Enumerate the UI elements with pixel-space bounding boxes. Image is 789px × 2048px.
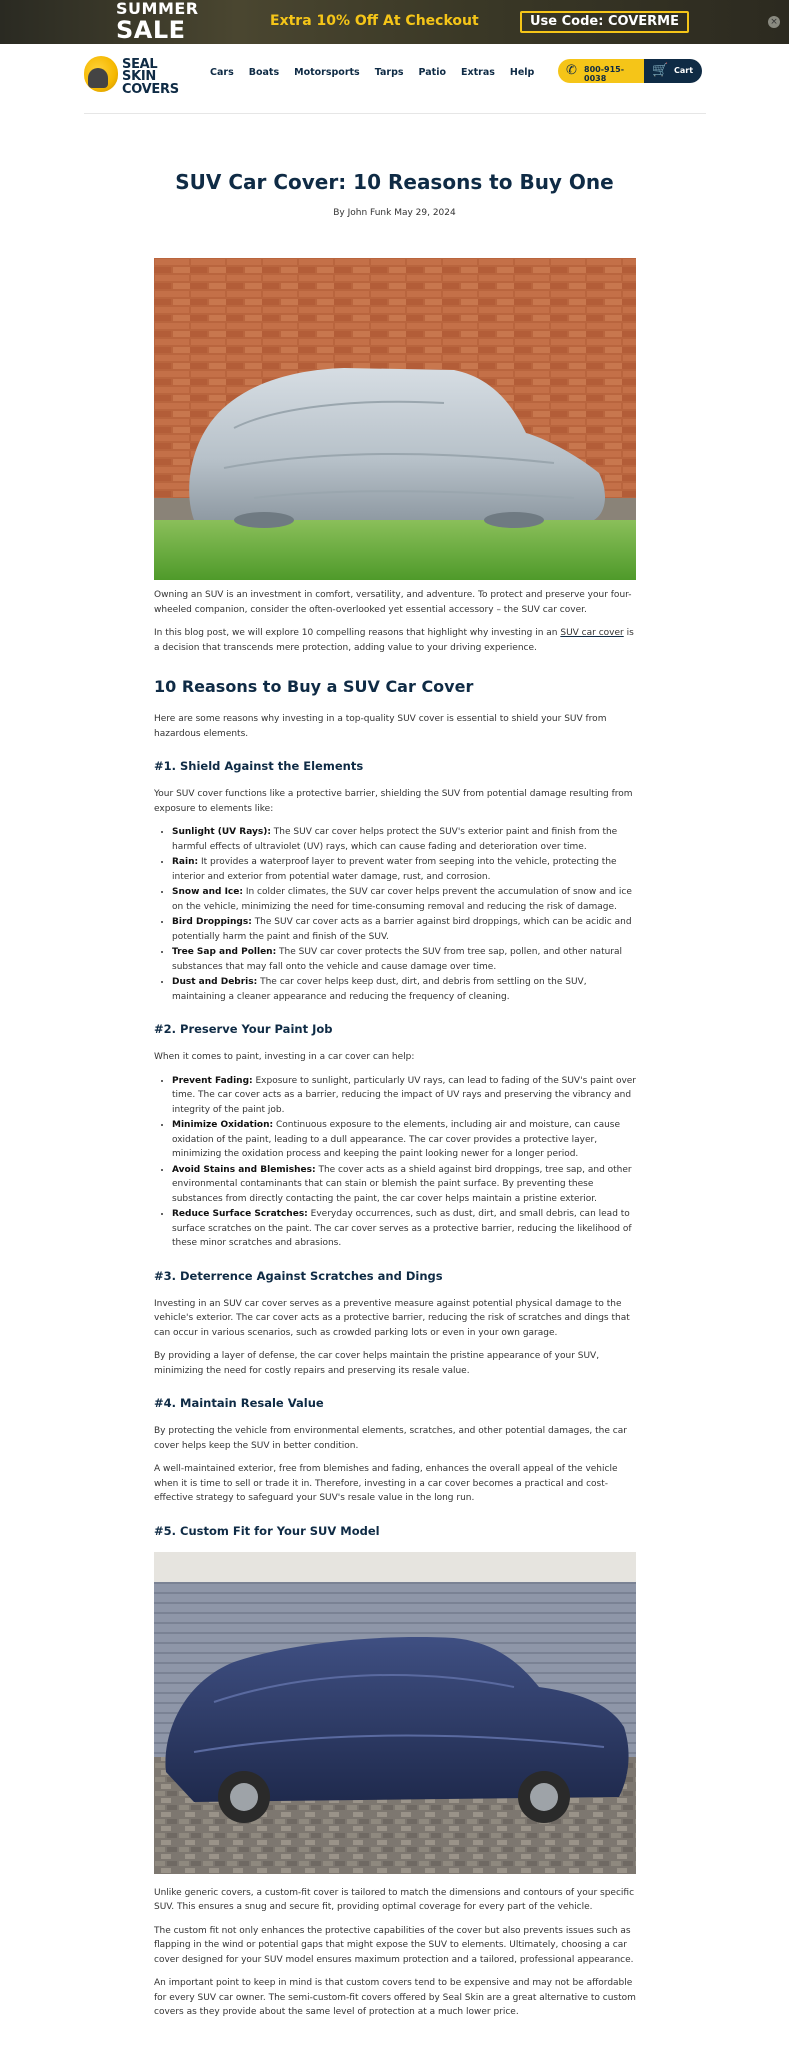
phone-number: 800-915-0038 — [584, 65, 625, 83]
promo-code-badge: Use Code: COVERME — [520, 11, 689, 33]
heading-reason-2: #2. Preserve Your Paint Job — [154, 1022, 333, 1036]
site-logo[interactable] — [84, 54, 194, 97]
nav-motorsports[interactable]: Motorsports — [294, 67, 360, 78]
hero-image-suv-cover-brick-wall — [154, 258, 636, 580]
item-text: Everyday occurrences, such as dust, dirt, and small debris, can lead to surface scratches on the paint. The car cover serves as a protective barrier, reducing the likelihood of these minor scratches and abrasions. — [172, 1209, 632, 1248]
hero-illustration — [154, 258, 636, 580]
item-text: The cover acts as a shield against bird droppings, tree sap, and other environmental contaminants that can stain or blemish the paint surface. By preventing these substances from directly contacting the paint, the car cover helps maintain a pristine exterior. — [172, 1164, 632, 1204]
item-title: Avoid Stains and Blemishes: — [172, 1164, 316, 1175]
reason-4-paragraph-1: By protecting the vehicle from environmental elements, scratches, and other potential damages, the car cover helps keep the SUV in better condition. — [154, 1426, 627, 1451]
item-title: Tree Sap and Pollen: — [172, 947, 277, 957]
logo-line2: COVERS — [122, 81, 179, 97]
list-item — [172, 915, 636, 944]
nav-help[interactable]: Help — [509, 67, 535, 78]
cart-button[interactable] — [644, 59, 702, 83]
page-title: SUV Car Cover: 10 Reasons to Buy One — [175, 170, 614, 194]
cart-icon: 🛒 — [652, 63, 669, 78]
article-intro — [154, 588, 636, 2029]
nav-patio[interactable]: Patio — [418, 67, 446, 78]
reason-2-list — [172, 1074, 636, 1251]
list-item — [172, 825, 636, 854]
logo-text — [122, 59, 194, 96]
intro-paragraph-1: Owning an SUV is an investment in comfort, versatility, and adventure. To protect and preserve your four-wheeled companion, consider the often-overlooked yet essential accessory – the SUV car cover. — [154, 590, 632, 615]
suv-car-cover-link[interactable]: SUV car cover — [560, 628, 624, 638]
reason-5-paragraph-1: Unlike generic covers, a custom-fit cover is tailored to match the dimensions and contours of your specific SUV. This ensures a snug and secure fit, providing optimal coverage for every part of the vehicle. — [154, 1887, 635, 1912]
item-text: In colder climates, the SUV car cover helps prevent the accumulation of snow and ice on the vehicle, minimizing the need for time-consuming removal and reducing the risk of damage. — [172, 887, 632, 912]
item-title: Snow and Ice: — [172, 887, 243, 897]
heading-reason-4: #4. Maintain Resale Value — [154, 1396, 324, 1410]
header-divider — [84, 113, 706, 114]
phone-icon: ✆ — [566, 63, 577, 78]
reason-5-paragraph-3: An important point to keep in mind is that custom covers tend to be expensive and may not be affordable for every SUV car owner. The semi-custom-fit covers offered by Seal Skin are a great alternative to custom covers as they provide about the same level of protection at a much lower price. — [154, 1978, 636, 2017]
main-nav — [210, 67, 534, 78]
nav-cars[interactable]: Cars — [210, 67, 234, 78]
heading-reason-3: #3. Deterrence Against Scratches and Dings — [154, 1268, 443, 1283]
item-text: It provides a waterproof layer to prevent water from seeping into the vehicle, protecting the interior and exterior from potential water damage, rust, and corrosion. — [172, 857, 617, 882]
nav-tarps[interactable]: Tarps — [374, 67, 404, 78]
reason-3-paragraph-1: Investing in an SUV car cover serves as a preventive measure against potential physical damage to the vehicle's exterior. The car cover acts as a protective barrier, reducing the risk of scratches and dings that can occur in various scenarios, such as crowded parking lots or even in your own garage. — [154, 1298, 630, 1338]
promo-offer: Extra 10% Off At Checkout — [270, 13, 479, 29]
nav-boats[interactable]: Boats — [248, 67, 280, 78]
reason-3-paragraph-2: By providing a layer of defense, the car cover helps maintain the pristine appearance of your SUV, minimizing the need for costly repairs and preserving its resale value. — [154, 1351, 600, 1376]
reason-1-list — [172, 825, 636, 1004]
summer-sale-logo — [116, 0, 199, 44]
cart-label: Cart — [674, 66, 694, 75]
item-title: Dust and Debris: — [172, 977, 258, 987]
list-item — [172, 1074, 636, 1118]
nav-extras[interactable]: Extras — [460, 67, 495, 78]
sale-line2: SALE — [116, 16, 186, 44]
item-title: Prevent Fading: — [172, 1075, 253, 1086]
image-suv-blue-cover — [154, 1552, 636, 1874]
item-title: Bird Droppings: — [172, 917, 252, 927]
list-item — [172, 975, 636, 1004]
suv-cover-illustration — [154, 1552, 636, 1874]
site-header — [0, 44, 789, 114]
list-item — [172, 1118, 636, 1162]
item-text: Continuous exposure to the elements, including air and moisture, can cause oxidation of the paint, leading to a dull appearance. The car cover provides a protective layer, minimizing the oxidation process and keeping the paint looking newer for a longer period. — [172, 1120, 621, 1159]
item-title: Rain: — [172, 857, 199, 867]
reason-1-text: Your SUV cover functions like a protective barrier, shielding the SUV from potential damage resulting from exposure to elements like: — [154, 789, 633, 814]
item-text: Exposure to sunlight, particularly UV rays, can lead to fading of the SUV's paint over time. The car cover acts as a barrier, reducing the impact of UV rays and preserving the vibrancy and integrity of the paint job. — [172, 1075, 637, 1115]
promo-banner[interactable] — [0, 0, 789, 44]
heading-reason-1: #1. Shield Against the Elements — [154, 759, 364, 773]
item-text: The SUV car cover helps protect the SUV's exterior paint and finish from the harmful effects of ultraviolet (UV) rays, which can cause fading and deterioration over time. — [172, 827, 618, 852]
list-item — [172, 945, 636, 974]
logo-line1: SEAL SKIN — [122, 57, 158, 85]
close-icon[interactable]: × — [768, 16, 780, 28]
intro-paragraph-2 — [154, 626, 636, 655]
item-text: The car cover helps keep dust, dirt, and debris from settling on the SUV, maintaining a cleaner appearance and reducing the frequency of cleaning. — [172, 977, 587, 1002]
phone-button[interactable] — [558, 59, 644, 83]
item-title: Sunlight (UV Rays): — [172, 827, 271, 837]
item-text: The SUV car cover acts as a barrier against bird droppings, which can be acidic and potentially harm the paint and finish of the SUV. — [172, 917, 632, 942]
byline: By John Funk May 29, 2024 — [333, 208, 456, 218]
sale-line1: SUMMER — [116, 0, 199, 18]
intro2-text-a: In this blog post, we will explore 10 compelling reasons that highlight why investing in an — [154, 628, 561, 638]
list-item — [172, 855, 636, 884]
list-item — [172, 885, 636, 914]
reason-2-text: When it comes to paint, investing in a car cover can help: — [154, 1052, 415, 1062]
heading-reason-5: #5. Custom Fit for Your SUV Model — [154, 1523, 380, 1538]
seal-icon — [88, 68, 108, 88]
list-item — [172, 1207, 636, 1251]
reason-5-paragraph-2: The custom fit not only enhances the protective capabilities of the cover but also prevents issues such as flapping in the wind or potential gaps that might expose the SUV to elements. Ultimately, choosing a car cover designed for your SUV model ensures maximum protection and a tailored, professional appearance. — [154, 1925, 634, 1965]
section-heading-reasons: 10 Reasons to Buy a SUV Car Cover — [154, 677, 474, 696]
item-text: The SUV car cover protects the SUV from tree sap, pollen, and other natural substances that may fall onto the vehicle and cause damage over time. — [172, 947, 623, 972]
list-item — [172, 1163, 636, 1207]
intro2-text-b: is a decision that transcends mere protection, adding value to your driving experience. — [154, 628, 634, 653]
reason-4-paragraph-2: A well-maintained exterior, free from blemishes and fading, enhances the overall appeal of the vehicle when it is time to sell or trade it in. Therefore, investing in a car cover becomes a practical and cost-effective strategy to safeguard your SUV's resale value in the long run. — [154, 1464, 618, 1503]
item-title: Minimize Oxidation: — [172, 1120, 274, 1130]
item-title: Reduce Surface Scratches: — [172, 1209, 308, 1219]
reasons-intro: Here are some reasons why investing in a top-quality SUV cover is essential to shield your SUV from hazardous elements. — [154, 714, 607, 739]
